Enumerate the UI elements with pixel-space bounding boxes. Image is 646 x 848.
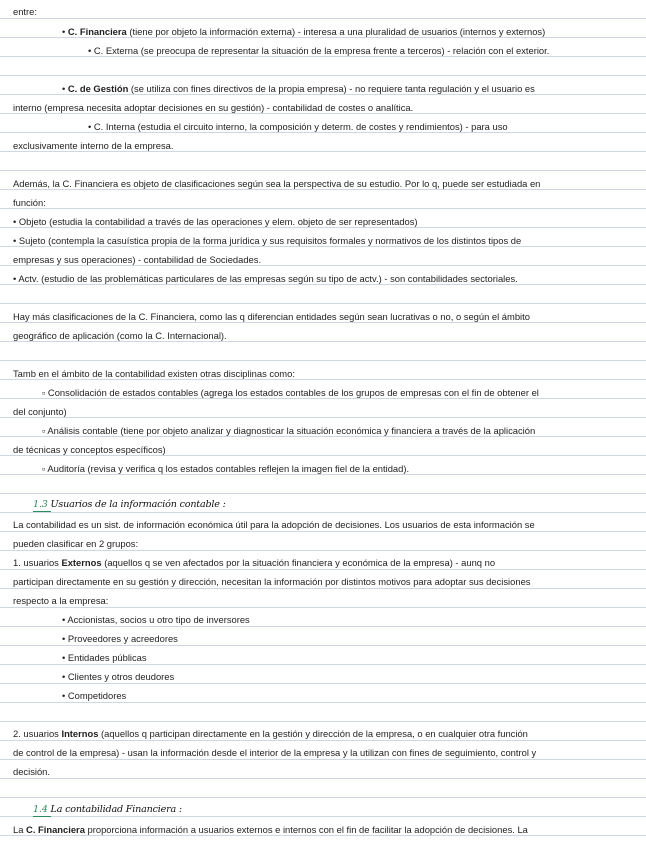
bold-term: C. Financiera: [26, 824, 85, 835]
text-line: • Objeto (estudia la contabilidad a través de las operaciones y elem. objeto de ser representados): [13, 216, 418, 227]
text-line: decisión.: [13, 766, 51, 777]
heading-number: 1.3: [33, 499, 48, 510]
text-line: • Proveedores y acreedores: [62, 633, 178, 644]
text-line: Además, la C. Financiera es objeto de clasificaciones según sea la perspectiva de su estudio. Por lo q, puede ser estudiada en: [13, 178, 541, 189]
section-heading-1-4: [33, 803, 646, 817]
text-line: • Sujeto (contempla la casuística propia de la forma jurídica y sus requisitos formales y normativos de los distintos tipos de: [13, 235, 522, 246]
bold-term: C. de Gestión: [67, 83, 129, 94]
text-line: Hay más clasificaciones de la C. Financiera, como las q diferencian entidades según sean lucrativas o no, o según el ámbito: [13, 311, 530, 322]
bold-term: Internos: [61, 728, 99, 739]
text-line: • Actv. (estudio de las problemáticas particulares de las empresas según su tipo de actv.) - son contabilidades sectoriales.: [13, 273, 518, 284]
text-line: ▫ Auditoría (revisa y verifica q los estados contables reflejen la imagen fiel de la entidad).: [42, 463, 410, 474]
text-line: de control de la empresa) - usan la información desde el interior de la empresa y la utilizan con fines de seguimiento, control y: [13, 747, 537, 758]
heading-underline: [33, 816, 51, 817]
text-line: ▫ Consolidación de estados contables (agrega los estados contables de los grupos de empresas con el fin de obtener el: [42, 387, 539, 398]
text-line: respecto a la empresa:: [13, 595, 109, 606]
text-line: geográfico de aplicación (como la C. Internacional).: [13, 330, 227, 341]
text-line: • C. de Gestión (se utiliza con fines directivos de la propia empresa) - no requiere tanta regulación y el usuario es: [62, 83, 535, 94]
text-line: ▫ Análisis contable (tiene por objeto analizar y diagnosticar la situación económica y financiera a través de la aplicación: [42, 425, 536, 436]
text-line: La contabilidad es un sist. de información económica útil para la adopción de decisiones. Los usuarios de esta información se: [13, 519, 535, 530]
heading-text: Usuarios de la información contable :: [50, 499, 226, 510]
text-line: 2. usuarios Internos (aquellos q participan directamente en la gestión y dirección de la empresa, o en cualquier otra función: [13, 728, 528, 739]
bold-term: C. Financiera: [67, 26, 127, 37]
text-line: Tamb en el ámbito de la contabilidad existen otras disciplinas como:: [13, 368, 295, 379]
text-line: • C. Interna (estudia el circuito interno, la composición y determ. de costes y rendimientos) - para uso: [88, 121, 508, 132]
text-line: • C. Externa (se preocupa de representar la situación de la empresa frente a terceros) - relación con el exterior.: [88, 45, 550, 56]
text-line: de técnicas y conceptos específicos): [13, 444, 166, 455]
text-line: • Clientes y otros deudores: [62, 671, 175, 682]
text-line: participan directamente en su gestión y dirección, necesitan la información por distintos motivos para adoptar sus decisiones: [13, 576, 531, 587]
text-line: interno (empresa necesita adoptar decisiones en su gestión) - contabilidad de costes o analítica.: [13, 102, 414, 113]
bold-term: Externos: [61, 557, 102, 568]
text-line: • Entidades públicas: [62, 652, 147, 663]
text-line: exclusivamente interno de la empresa.: [13, 140, 174, 151]
text-line: 1. usuarios Externos (aquellos q se ven afectados por la situación financiera y económica de la empresa) - aunq no: [13, 557, 496, 568]
text-line: empresas y sus operaciones) - contabilidad de Sociedades.: [13, 254, 262, 265]
text-line: • Accionistas, socios u otro tipo de inversores: [62, 614, 250, 625]
text-line: pueden clasificar en 2 grupos:: [13, 538, 139, 549]
text-line: del conjunto): [13, 406, 67, 417]
text-line: La C. Financiera proporciona información a usuarios externos e internos con el fin de facilitar la adopción de decisiones. La: [13, 824, 528, 835]
text-line: • Competidores: [62, 690, 127, 701]
text-line: • C. Financiera (tiene por objeto la información externa) - interesa a una pluralidad de usuarios (internos y externos): [62, 26, 546, 37]
text-line: entre:: [13, 6, 37, 17]
heading-number: 1.4: [33, 804, 48, 815]
heading-underline: [33, 511, 51, 512]
section-heading-1-3: [33, 498, 646, 512]
heading-text: La contabilidad Financiera :: [50, 804, 182, 815]
text-line: función:: [13, 197, 46, 208]
